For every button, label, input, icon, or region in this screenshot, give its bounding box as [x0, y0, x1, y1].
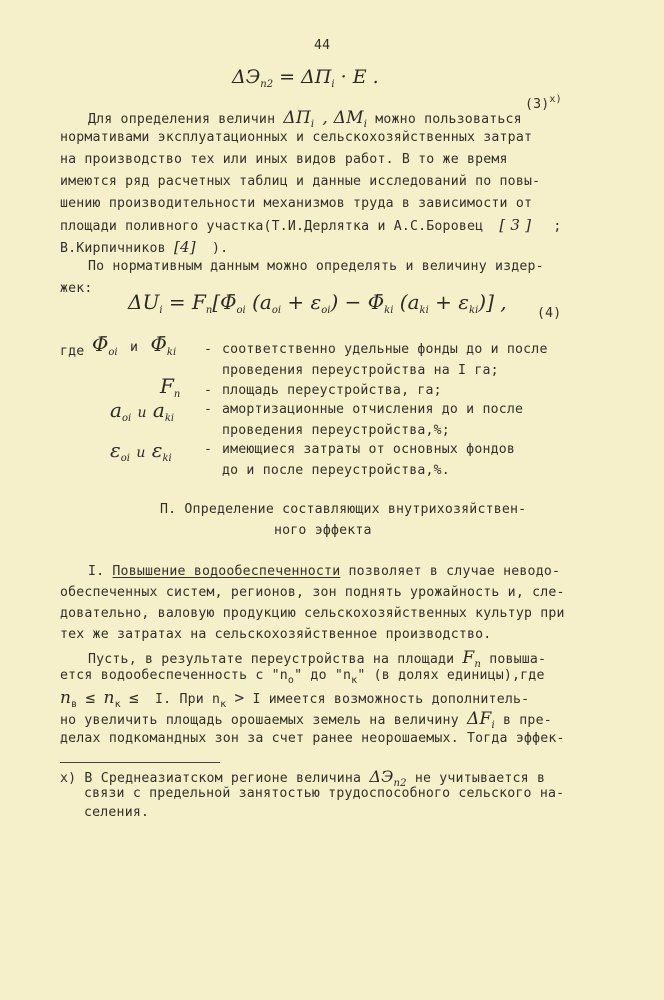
legend-row-4-dash: - [204, 442, 213, 457]
legend-row-1-symbols: $\Phī_{oi}$ и $\Phī_{ki}$ [92, 332, 177, 358]
para1-line5: шению производительности механизмов труда в зависимости от [60, 196, 533, 211]
legend-row-3-line1: амортизационные отчисления до и после [222, 402, 524, 417]
footnote-mark: x) [60, 771, 77, 786]
para4-line4: но увеличить площадь орошаемых земель на величину $\Delta F_i$ в пре- [60, 709, 552, 731]
para4-line5: делах подкомандных зон за счет ранее неорошаемых. Тогда эффек- [60, 731, 565, 746]
section-title-line1: П. Определение составляющих внутрихозяйствен- [160, 502, 527, 517]
legend-where: где [60, 344, 85, 359]
para1-line4: имеются ряд расчетных таблиц и данные исследований по повы- [60, 174, 541, 189]
footnote-line2: связи с предельной занятостью трудоспособного сельского на- [84, 786, 565, 801]
section-title-line2: ного эффекта [274, 523, 372, 538]
formula-4: $\Delta U_i$ = $F_n[\Phī_{oi}$ $(a_{oi} + \varepsilon_{oi})$ − $\Phī_{ki}$ $(a_{ki} + \varepsilon_{ki})$] , [128, 290, 507, 316]
para3-line3: довательно, валовую продукцию сельскохозяйственных культур при [60, 606, 565, 621]
symbol-f-n: $F_n$ [462, 648, 482, 670]
formula-3-lhs-sub: n2 [260, 79, 274, 90]
para1-line1-pre: Для определения величин [88, 112, 276, 127]
legend-row-4-symbols: $\varepsilon_{oi}$ u $\varepsilon_{ki}$ [110, 438, 172, 464]
legend-row-1-line2: проведения переустройства на I га; [222, 363, 499, 378]
legend-row-3-symbols: $a_{oi}$ u $a_{ki}$ [110, 398, 175, 424]
formula-4-number: (4) [537, 306, 562, 321]
footnote-divider [60, 762, 220, 763]
footnote-line1: x) В Среднеазиатском регионе величина $\Delta Э_{n2}$ не учитывается в [60, 767, 546, 789]
para4-line1: Пусть, в результате переустройства на площади $F_n$ повыша- [88, 648, 547, 670]
para3-line4: тех же затратах на сельскохозяйственное производство. [60, 627, 492, 642]
para4-line3: $n_в \le n_к \le I$. При $n_к > I$ имеется возможность дополнитель- [60, 688, 530, 710]
formula-3 [232, 66, 379, 90]
para1-line1-post: можно пользоваться [375, 112, 522, 127]
legend-row-4-line2: до и после переустройства,%. [222, 463, 450, 478]
symbol-delta-e: $\Delta Э_{n2}$ [369, 767, 407, 789]
reference-4: [4] [173, 238, 196, 256]
legend-row-4-line1: имеющиеся затраты от основных фондов [222, 442, 516, 457]
legend-row-3-dash: - [204, 402, 213, 417]
para3-heading: Повышение водообеспеченности [112, 564, 341, 579]
legend-row-2-line1: площадь переустройства, га; [222, 383, 442, 398]
legend-row-3-line2: проведения переустройства,%; [222, 423, 450, 438]
symbol-delta-f: $\Delta F_i$ [466, 709, 495, 731]
page-number: 44 [314, 38, 331, 53]
para1-line7: В.Кирпичников [4] ). [60, 238, 229, 256]
legend-row-2-dash: - [204, 383, 213, 398]
para2-line1: По нормативным данным можно определять и величину издер- [88, 259, 544, 274]
para3-line2: обеспеченных систем, регионов, зон поднять урожайность и, сле- [60, 585, 565, 600]
formula-3-rest: · E . [340, 66, 379, 88]
legend-row-1-line1: соответственно удельные фонды до и после [222, 342, 548, 357]
formula-3-lhs: ΔЭ [232, 66, 261, 88]
para1-line2: нормативами эксплуатационных и сельскохозяйственных затрат [60, 130, 533, 145]
para3-line1: I. Повышение водообеспеченности позволяет в случае неводо- [88, 564, 561, 579]
symbol-delta-p: $\Delta П_i$ [283, 108, 315, 130]
formula-3-number [525, 94, 562, 112]
formula-3-number-text: (3) [525, 97, 550, 112]
para1-line3: на производство тех или иных видов работ. В то же время [60, 152, 508, 167]
para1-line1 [88, 108, 522, 130]
reference-3: [ 3 ] [499, 216, 532, 234]
legend-row-1-dash: - [204, 342, 213, 357]
para4-line2: ется водообеспеченность с "$n_o$" до "$n_к$" (в долях единицы),где [60, 668, 545, 686]
para1-line6: площади поливного участка(Т.И.Дерлятка и А.С.Боровец [ 3 ] ; [60, 216, 562, 234]
footnote-marker: x) [549, 94, 562, 105]
para2-line2: жек: [60, 281, 93, 296]
footnote-line3: селения. [84, 805, 150, 820]
formula-3-rhs-sub: i [331, 79, 335, 90]
symbol-delta-m: , $\Delta M_i$ [322, 108, 368, 130]
formula-3-rhs: = ΔП [279, 66, 332, 88]
legend-row-2-symbol: $F_n$ [160, 374, 181, 400]
